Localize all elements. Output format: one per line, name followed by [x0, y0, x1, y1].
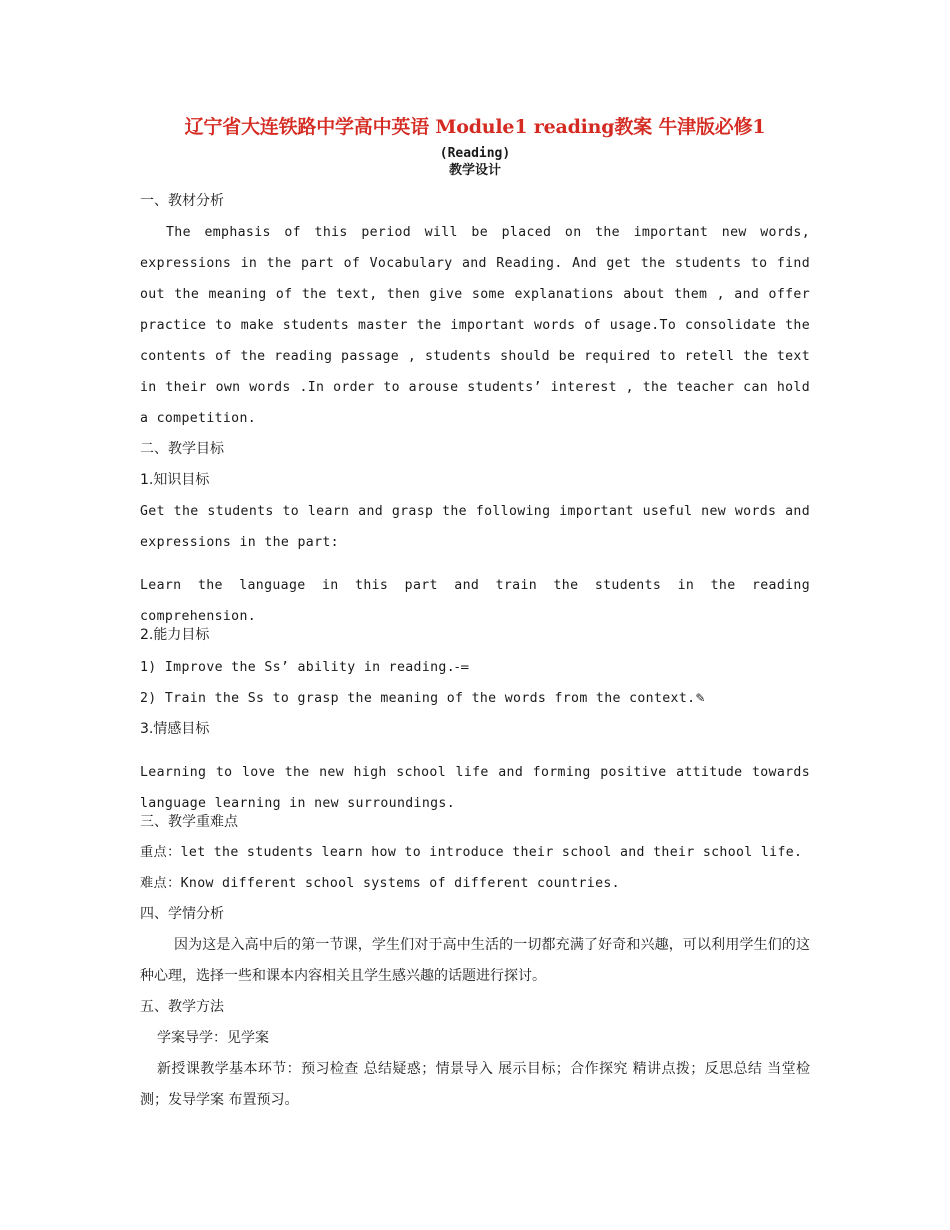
section-5-item-1: 学案导学：见学案 [157, 1030, 269, 1046]
section-1-heading: 一、教材分析 [140, 193, 224, 209]
section-3-key-point: 重点：let the students learn how to introduce their school and their school life. [140, 845, 803, 860]
section-2-1-paragraph-2: Learn the language in this part and train the students in the reading comprehension. [140, 578, 810, 624]
spacer [140, 745, 810, 757]
section-2-2-item-1 [140, 652, 810, 683]
section-2-2-item-2 [140, 683, 810, 714]
section-3-difficult-point: 难点：Know different school systems of different countries. [140, 876, 620, 891]
document-subtitle: (Reading) [439, 146, 511, 161]
section-5-item-2: 新授课教学基本环节：预习检查 总结疑惑；情景导入 展示目标；合作探究 精讲点拨；反思总结 当堂检测；发导学案 布置预习。 [140, 1061, 810, 1108]
minus-mark-icon: -= [455, 660, 471, 674]
section-4-paragraph: 因为这是入高中后的第一节课，学生们对于高中生活的一切都充满了好奇和兴趣，可以利用学生们的这种心理，选择一些和课本内容相关且学生感兴趣的话题进行探讨。 [140, 937, 810, 984]
section-5-heading: 五、教学方法 [140, 999, 224, 1015]
document-title: 辽宁省大连铁路中学高中英语 Module1 reading教案 牛津版必修1 [184, 116, 766, 138]
item-1-text: 1) Improve the Ss’ ability in reading. [140, 660, 456, 675]
section-2-2-heading: 2.能力目标 [140, 627, 210, 643]
section-2-1-paragraph-1: Get the students to learn and grasp the following important useful new words and expressions in the part: [140, 504, 810, 550]
section-1-paragraph: The emphasis of this period will be placed on the important new words, expressions in the part of Vocabulary and Reading. And get the students to find out the meaning of the text, then give some explanations about them , and offer practice to make students master the important words of usage.To consolidate the contents of the reading passage , students should be required to retell the text in their own words .In order to arouse students’ interest , the teacher can hold a competition. [140, 225, 810, 426]
section-3-heading: 三、教学重难点 [140, 814, 238, 830]
section-2-3-heading: 3.情感目标 [140, 721, 210, 737]
spacer [140, 558, 810, 570]
document-page [140, 110, 810, 1116]
document-subtitle-design: 教学设计 [448, 163, 501, 178]
section-2-heading: 二、教学目标 [140, 441, 224, 457]
section-2-1-heading: 1.知识目标 [140, 472, 210, 488]
spacer [140, 644, 810, 652]
item-2-text: 2) Train the Ss to grasp the meaning of the words from the context. [140, 691, 696, 706]
scribble-mark-icon: ✎ [695, 691, 706, 705]
section-4-heading: 四、学情分析 [140, 906, 224, 922]
section-2-3-paragraph: Learning to love the new high school life and forming positive attitude towards language learning in new surroundings. [140, 765, 810, 811]
